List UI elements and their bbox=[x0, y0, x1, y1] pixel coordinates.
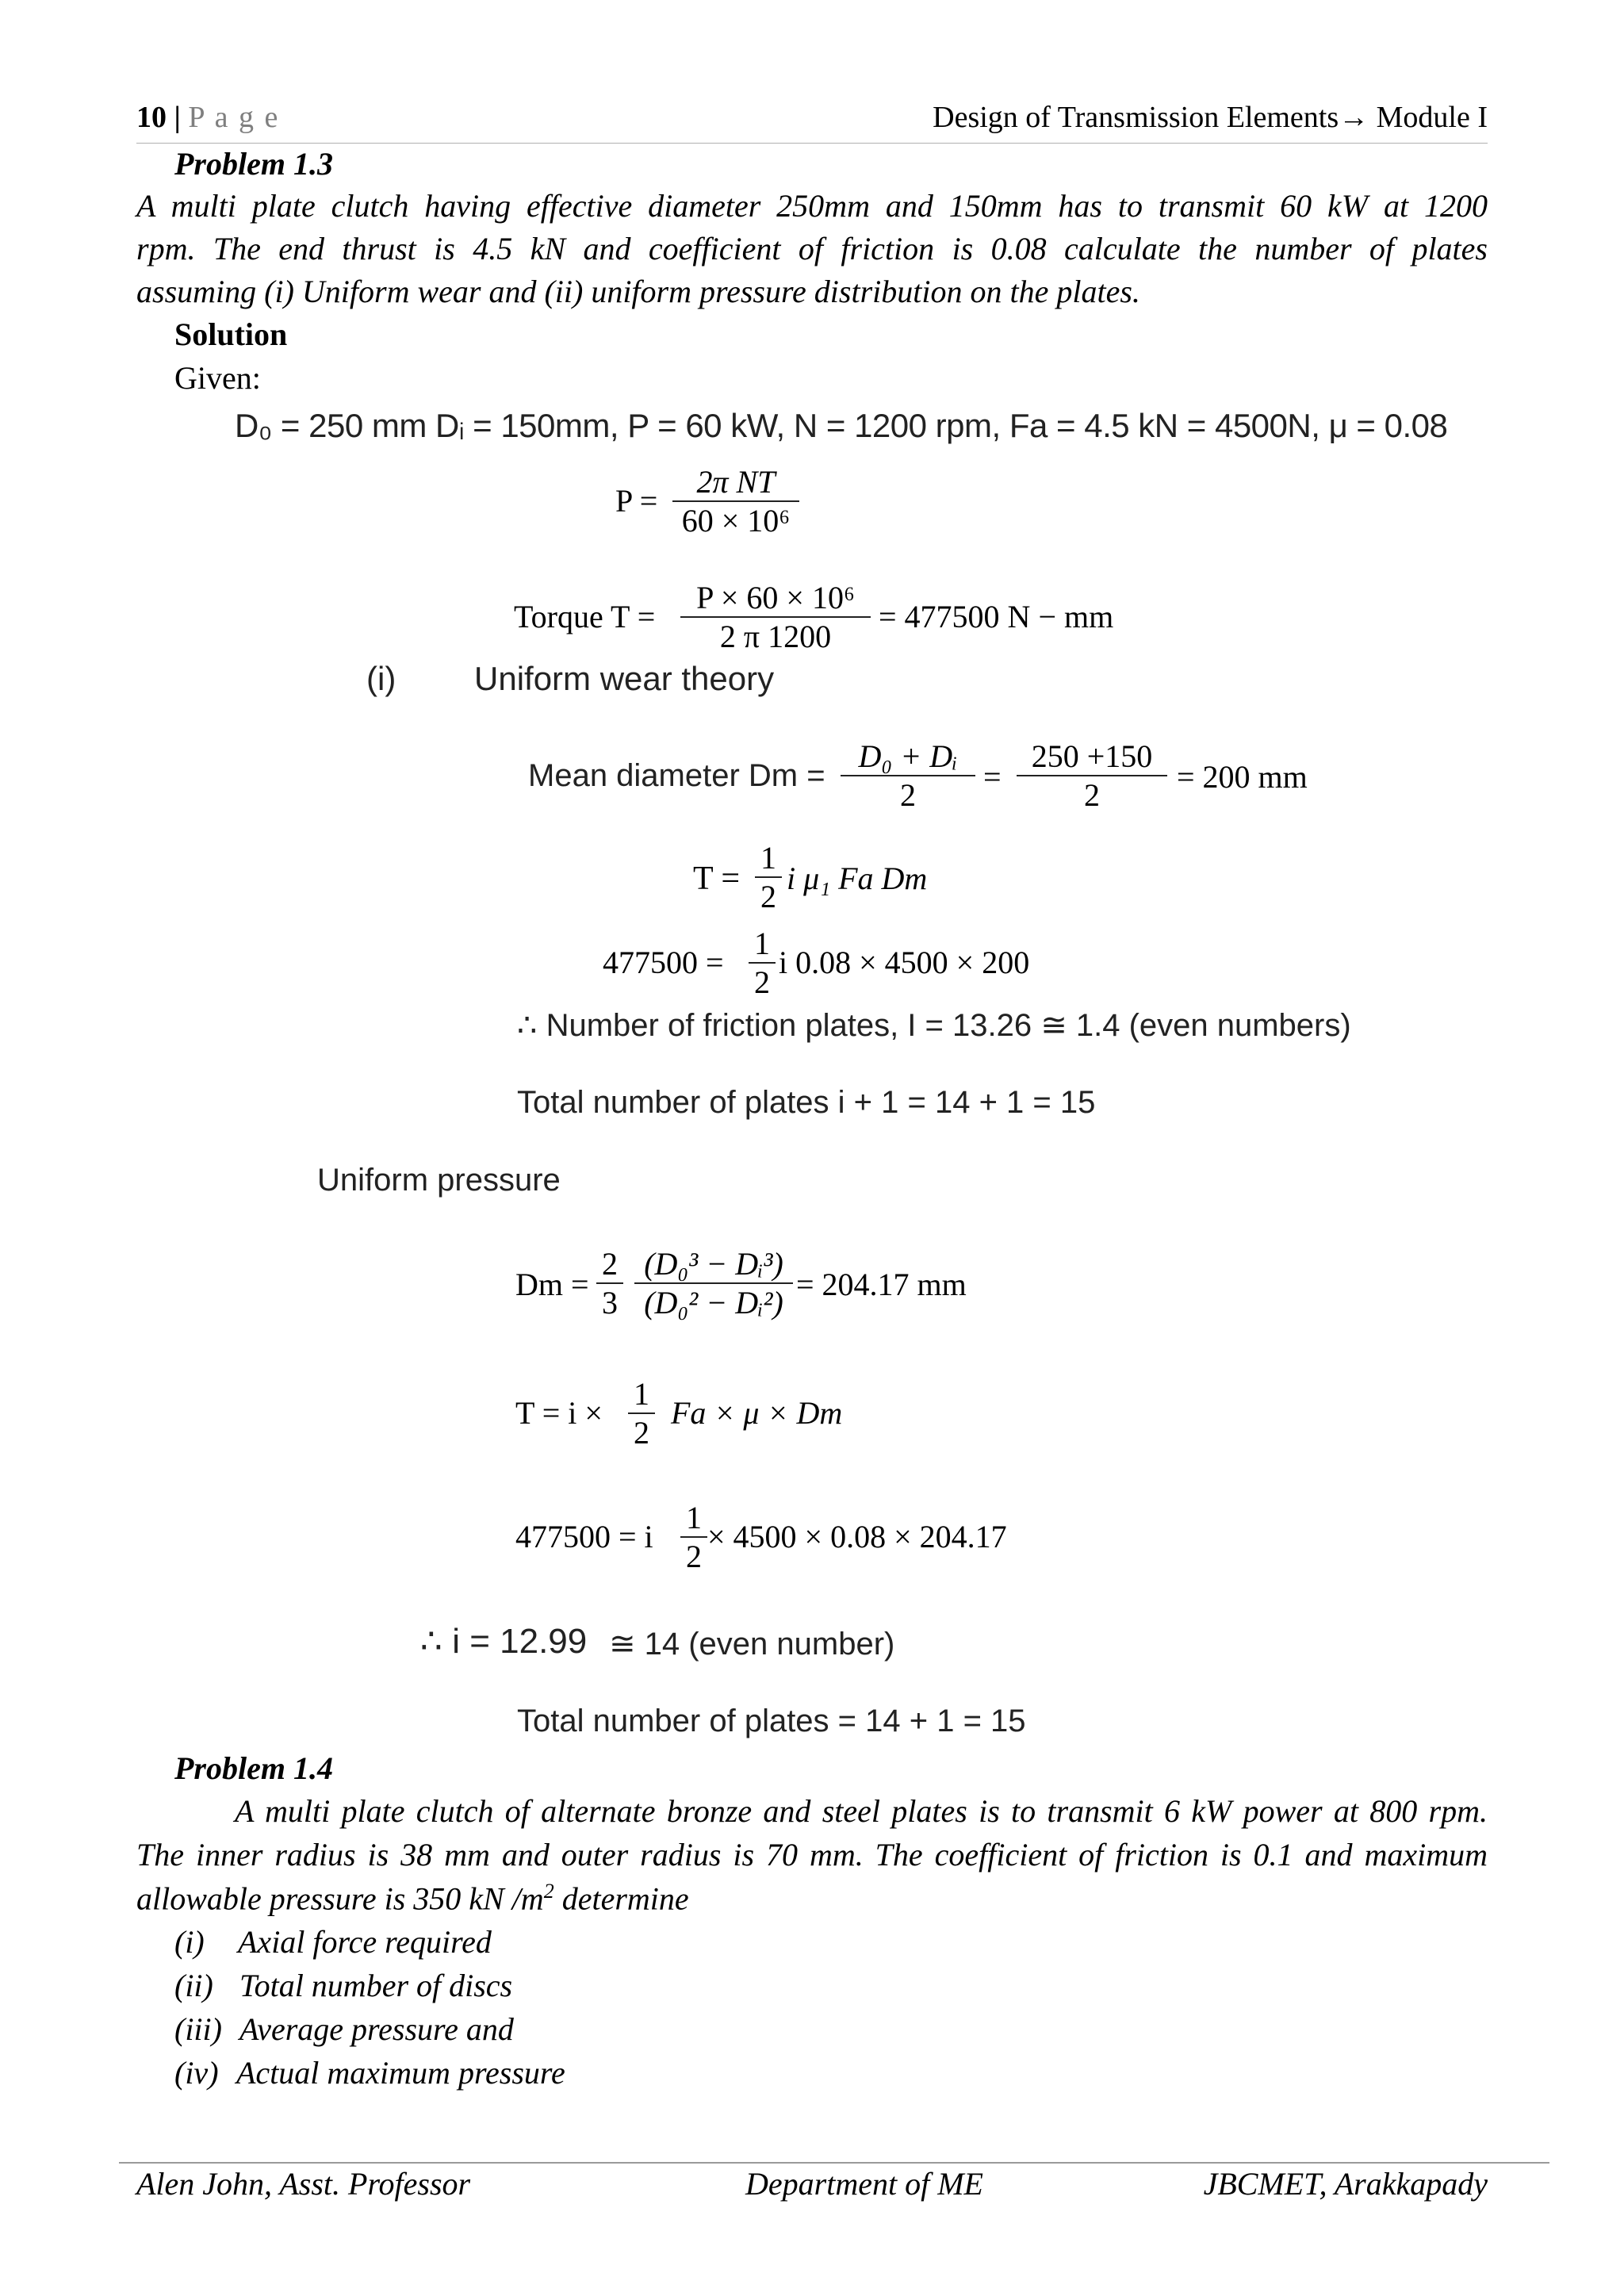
p14-line-3-tail: determine bbox=[553, 1880, 689, 1917]
list-item-text: Actual maximum pressure bbox=[236, 2055, 565, 2091]
torque-pressure-lhs: T = i × bbox=[515, 1395, 603, 1431]
square-difference: (D₀² − Dᵢ²) bbox=[644, 1285, 783, 1320]
footer-author: Alen John, Asst. Professor bbox=[136, 2166, 471, 2202]
header-module: Module I bbox=[1369, 101, 1488, 134]
problem-1-4-title: Problem 1.4 bbox=[174, 1750, 333, 1786]
list-item-number: (iv) bbox=[174, 2055, 219, 2091]
half-denominator: 2 bbox=[634, 1415, 649, 1451]
list-item bbox=[174, 1923, 492, 1961]
torque-pressure-half bbox=[628, 1375, 655, 1451]
p14-line-3-text: allowable pressure is 350 kN /m bbox=[136, 1880, 544, 1917]
p13-line-2: rpm. The end thrust is 4.5 kN and coefficient of friction is 0.08 calculate the number of plates bbox=[136, 231, 1488, 266]
mean-diameter-rhs: = 200 mm bbox=[1177, 759, 1308, 795]
torque-pressure-rhs: Fa × μ × Dm bbox=[671, 1395, 843, 1431]
mean-diameter-numerator-1: D₀ + Dᵢ bbox=[858, 738, 958, 774]
mean-diameter-pressure-rhs: = 204.17 mm bbox=[796, 1267, 967, 1302]
arrow-icon: → bbox=[1339, 101, 1369, 134]
total-plates-wear: Total number of plates i + 1 = 14 + 1 = 15 bbox=[517, 1085, 1096, 1120]
page-separator: | bbox=[167, 101, 189, 134]
two-thirds-fraction bbox=[596, 1245, 623, 1321]
list-item-text: Axial force required bbox=[238, 1924, 492, 1960]
p14-line-3 bbox=[136, 1880, 689, 1917]
p13-line-1: A multi plate clutch having effective diameter 250mm and 150mm has to transmit 60 kW at 1200 bbox=[136, 188, 1488, 224]
list-item-text: Total number of discs bbox=[239, 1968, 513, 2003]
half-numerator: 1 bbox=[754, 926, 770, 961]
plates-pressure-result-b: ≅ 14 (even number) bbox=[609, 1627, 895, 1662]
mean-diameter-lhs: Mean diameter Dm = bbox=[528, 758, 825, 793]
p14-line-2: The inner radius is 38 mm and outer radius is 70 mm. The coefficient of friction is 0.1 and maximum bbox=[136, 1837, 1488, 1872]
page-number-value: 10 bbox=[136, 101, 167, 134]
given-label: Given: bbox=[174, 360, 261, 396]
given-equation: D₀ = 250 mm Dᵢ = 150mm, P = 60 kW, N = 1200 rpm, Fa = 4.5 kN = 4500N, μ = 0.08 bbox=[235, 407, 1448, 444]
footer-rule bbox=[119, 2162, 1549, 2164]
half-denominator: 2 bbox=[686, 1539, 702, 1574]
plates-pressure-result-a: ∴ i = 12.99 bbox=[420, 1622, 588, 1661]
solution-heading: Solution bbox=[174, 316, 288, 352]
torque-wear-sub-lhs: 477500 = bbox=[603, 945, 724, 980]
mean-diameter-denominator-2: 2 bbox=[1084, 777, 1100, 813]
torque-numerator: P × 60 × 10⁶ bbox=[696, 580, 855, 615]
p14-line-1: A multi plate clutch of alternate bronze and steel plates is to transmit 6 kW power at 800 rpm. bbox=[235, 1793, 1488, 1829]
torque-wear-rhs: i μ₁ Fa Dm bbox=[787, 861, 928, 896]
power-formula-numerator: 2π NT bbox=[696, 464, 776, 500]
wear-number: (i) bbox=[366, 660, 396, 697]
header-rule bbox=[136, 143, 1488, 144]
power-formula-lhs: P = bbox=[615, 483, 658, 519]
mean-diameter-fraction-2 bbox=[1017, 738, 1167, 814]
torque-lhs: Torque T = bbox=[514, 599, 656, 634]
cube-difference: (D₀³ − Dᵢ³) bbox=[644, 1246, 783, 1282]
list-item-text: Average pressure and bbox=[239, 2011, 514, 2047]
footer-department: Department of ME bbox=[745, 2166, 983, 2202]
two-thirds-denominator: 3 bbox=[602, 1285, 618, 1320]
list-item bbox=[174, 2054, 565, 2091]
half-numerator: 1 bbox=[634, 1376, 649, 1412]
mean-diameter-pressure-lhs: Dm = bbox=[515, 1267, 589, 1302]
mean-diameter-equals: = bbox=[983, 759, 1002, 795]
power-formula-fraction bbox=[672, 463, 799, 539]
p14-line-3-superscript: 2 bbox=[543, 1880, 554, 1903]
list-item-number: (i) bbox=[174, 1924, 205, 1960]
mean-diameter-fraction-1 bbox=[841, 738, 975, 814]
torque-pressure-sub-lhs: 477500 = i bbox=[515, 1519, 653, 1554]
two-thirds-numerator: 2 bbox=[602, 1246, 618, 1282]
header-title-text: Design of Transmission Elements bbox=[933, 101, 1339, 134]
mean-diameter-denominator-1: 2 bbox=[900, 777, 916, 813]
half-numerator: 1 bbox=[760, 840, 776, 876]
half-numerator: 1 bbox=[686, 1500, 702, 1535]
wear-heading: Uniform wear theory bbox=[474, 660, 775, 697]
half-denominator: 2 bbox=[760, 879, 776, 914]
torque-wear-sub-half bbox=[749, 925, 776, 1001]
power-formula-denominator: 60 × 10⁶ bbox=[681, 503, 791, 539]
problem-1-3-title: Problem 1.3 bbox=[174, 146, 333, 182]
header-title bbox=[933, 100, 1488, 135]
torque-wear-half bbox=[755, 839, 782, 915]
list-item bbox=[174, 1967, 512, 2004]
mean-diameter-numerator-2: 250 +150 bbox=[1031, 738, 1153, 774]
half-denominator: 2 bbox=[754, 964, 770, 1000]
page-word: P a g e bbox=[188, 101, 280, 134]
cube-square-fraction bbox=[634, 1245, 793, 1321]
friction-plates-result: ∴ Number of friction plates, I = 13.26 ≅ 1.4 (even numbers) bbox=[517, 1008, 1351, 1043]
list-item-number: (iii) bbox=[174, 2011, 222, 2047]
torque-wear-lhs: T = bbox=[693, 861, 741, 897]
torque-wear-sub-rhs: i 0.08 × 4500 × 200 bbox=[779, 945, 1030, 980]
torque-fraction bbox=[680, 579, 871, 655]
page-number bbox=[136, 100, 279, 135]
footer-institution: JBCMET, Arakkapady bbox=[1203, 2166, 1488, 2202]
torque-rhs: = 477500 N − mm bbox=[879, 599, 1114, 634]
torque-pressure-sub-half bbox=[680, 1499, 707, 1575]
total-plates-pressure: Total number of plates = 14 + 1 = 15 bbox=[517, 1704, 1026, 1738]
list-item bbox=[174, 2010, 514, 2048]
torque-pressure-sub-rhs: × 4500 × 0.08 × 204.17 bbox=[707, 1519, 1007, 1554]
p13-line-3: assuming (i) Uniform wear and (ii) uniform pressure distribution on the plates. bbox=[136, 274, 1140, 309]
list-item-number: (ii) bbox=[174, 1968, 213, 2003]
uniform-pressure-heading: Uniform pressure bbox=[317, 1163, 561, 1198]
torque-denominator: 2 π 1200 bbox=[719, 619, 832, 654]
